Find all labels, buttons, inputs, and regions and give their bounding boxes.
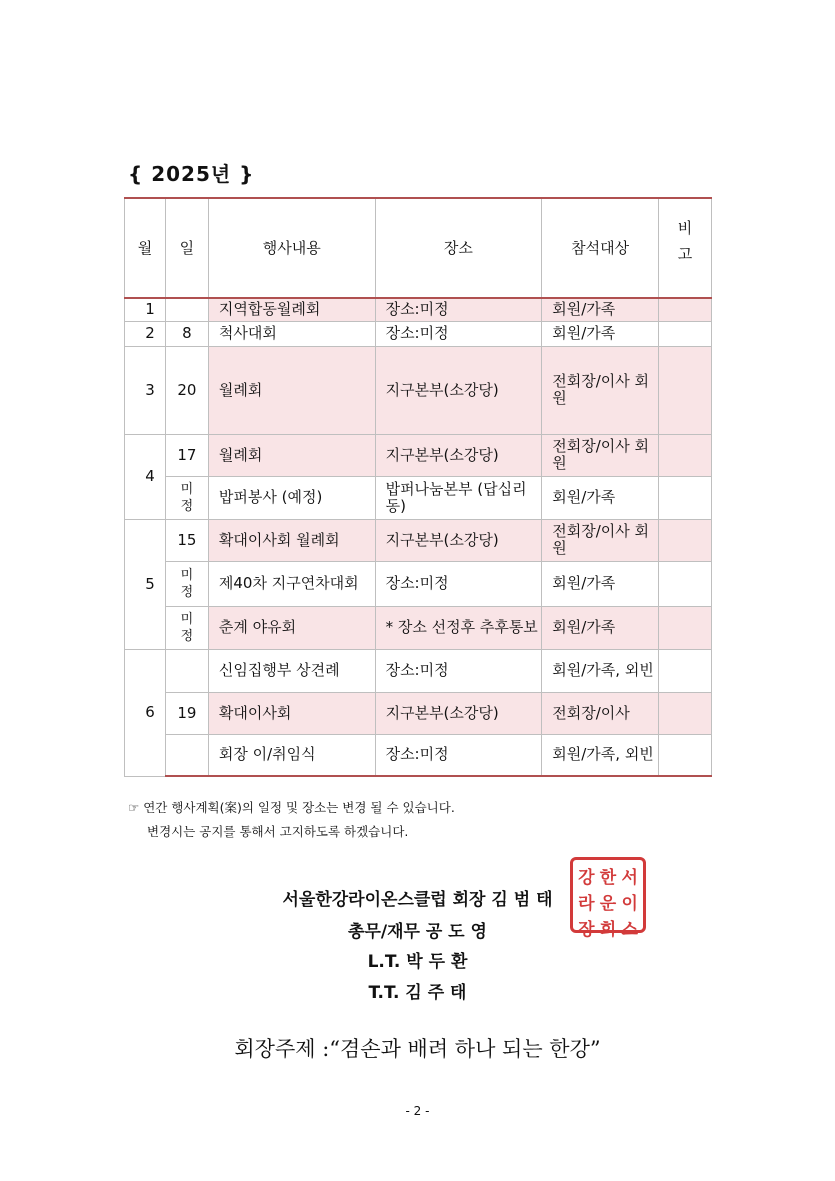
signature-president: 서울한강라이온스클럽 회장 김 범 태	[282, 890, 553, 910]
table-row	[125, 606, 712, 649]
cell-attendees: 전회장/이사 회원	[542, 519, 659, 561]
table-row	[125, 561, 712, 606]
header-note-1: 비	[677, 219, 693, 237]
cell-place: 지구본부(소강당)	[375, 519, 542, 561]
cell-day	[165, 476, 208, 519]
header-month: 월	[125, 198, 166, 298]
year-title: { 2025년 }	[128, 162, 255, 186]
cell-place: 지구본부(소강당)	[375, 434, 542, 476]
table-row	[125, 692, 712, 734]
cell-attendees: 회원/가족	[542, 298, 659, 321]
seal-char: 강	[578, 868, 595, 888]
table-row	[125, 734, 712, 776]
cell-day-char: 정	[180, 498, 194, 514]
table-row	[125, 476, 712, 519]
cell-event: 월례회	[208, 346, 375, 434]
cell-place: 지구본부(소강당)	[375, 692, 542, 734]
cell-month: 1	[125, 298, 166, 321]
cell-note	[659, 561, 712, 606]
cell-day-char: 미	[180, 611, 194, 627]
header-place: 장소	[375, 198, 542, 298]
notes-block	[128, 796, 455, 844]
schedule-table	[124, 197, 712, 777]
cell-month: 5	[125, 519, 166, 649]
cell-note	[659, 606, 712, 649]
table-row	[125, 649, 712, 692]
cell-day	[165, 649, 208, 692]
cell-event: 신임집행부 상견례	[208, 649, 375, 692]
cell-attendees: 전회장/이사	[542, 692, 659, 734]
cell-place: 장소:미정	[375, 321, 542, 346]
cell-event: 확대이사회 월례회	[208, 519, 375, 561]
cell-note	[659, 321, 712, 346]
notes-text-1: 연간 행사계획(案)의 일정 및 장소는 변경 될 수 있습니다.	[143, 800, 455, 815]
cell-note	[659, 346, 712, 434]
cell-event: 확대이사회	[208, 692, 375, 734]
cell-place: 장소:미정	[375, 734, 542, 776]
cell-note	[659, 692, 712, 734]
cell-month: 2	[125, 321, 166, 346]
cell-attendees: 회원/가족	[542, 321, 659, 346]
cell-event: 월례회	[208, 434, 375, 476]
seal-char: 서	[621, 868, 638, 888]
cell-day	[165, 298, 208, 321]
seal-char: 한	[599, 868, 617, 888]
cell-day: 17	[165, 434, 208, 476]
cell-place: 장소:미정	[375, 561, 542, 606]
cell-event: 춘계 야유회	[208, 606, 375, 649]
table-header-row	[125, 198, 712, 298]
table-row	[125, 298, 712, 321]
cell-place: 밥퍼나눔본부 (답십리동)	[375, 476, 542, 519]
seal-char: 스	[621, 920, 638, 940]
table-row	[125, 321, 712, 346]
cell-event: 제40차 지구연차대회	[208, 561, 375, 606]
cell-day: 20	[165, 346, 208, 434]
club-seal-stamp	[570, 857, 646, 940]
cell-event: 지역합동월례회	[208, 298, 375, 321]
cell-attendees: 전회장/이사 회원	[542, 434, 659, 476]
cell-month: 4	[125, 434, 166, 519]
header-day: 일	[165, 198, 208, 298]
cell-month: 3	[125, 346, 166, 434]
cell-attendees: 회원/가족	[542, 476, 659, 519]
cell-attendees: 회원/가족	[542, 561, 659, 606]
table-row	[125, 434, 712, 476]
cell-attendees: 회원/가족	[542, 606, 659, 649]
cell-day	[165, 734, 208, 776]
cell-day-char: 정	[180, 628, 194, 644]
cell-day	[165, 606, 208, 649]
signature-secretary: 총무/재무 공 도 영	[348, 922, 487, 942]
cell-event: 척사대회	[208, 321, 375, 346]
notes-line-1	[128, 796, 455, 820]
cell-place: * 장소 선정후 추후통보	[375, 606, 542, 649]
seal-char: 라	[578, 894, 595, 914]
cell-day	[165, 561, 208, 606]
cell-event: 밥퍼봉사 (예정)	[208, 476, 375, 519]
header-attendees: 참석대상	[542, 198, 659, 298]
cell-place: 장소:미정	[375, 649, 542, 692]
cell-day: 19	[165, 692, 208, 734]
table-row	[125, 346, 712, 434]
cell-note	[659, 298, 712, 321]
page-number: - 2 -	[405, 1104, 430, 1118]
cell-place: 지구본부(소강당)	[375, 346, 542, 434]
seal-char: 이	[621, 894, 638, 914]
cell-note	[659, 734, 712, 776]
cell-note	[659, 519, 712, 561]
cell-attendees: 전회장/이사 회원	[542, 346, 659, 434]
president-motto: 회장주제 :“겸손과 배려 하나 되는 한강”	[234, 1037, 601, 1061]
pointing-hand-icon: ☞	[128, 800, 140, 815]
cell-day: 15	[165, 519, 208, 561]
header-event: 행사내용	[208, 198, 375, 298]
cell-note	[659, 649, 712, 692]
seal-char: 회	[599, 920, 617, 940]
header-note-2: 고	[677, 245, 693, 263]
notes-line-2: 변경시는 공지를 통해서 고지하도록 하겠습니다.	[147, 824, 409, 839]
cell-attendees: 회원/가족, 외빈	[542, 649, 659, 692]
cell-day-char: 미	[180, 567, 194, 583]
cell-event: 회장 이/취임식	[208, 734, 375, 776]
signature-tt: T.T. 김 주 태	[368, 983, 467, 1003]
seal-char: 운	[599, 894, 617, 914]
seal-char: 장	[578, 920, 595, 940]
header-note	[659, 198, 712, 298]
signature-lt: L.T. 박 두 환	[367, 952, 468, 972]
cell-note	[659, 434, 712, 476]
cell-place: 장소:미정	[375, 298, 542, 321]
cell-month: 6	[125, 649, 166, 776]
cell-attendees: 회원/가족, 외빈	[542, 734, 659, 776]
cell-day-char: 미	[180, 481, 194, 497]
cell-day: 8	[165, 321, 208, 346]
table-row	[125, 519, 712, 561]
cell-note	[659, 476, 712, 519]
cell-day-char: 정	[180, 584, 194, 600]
